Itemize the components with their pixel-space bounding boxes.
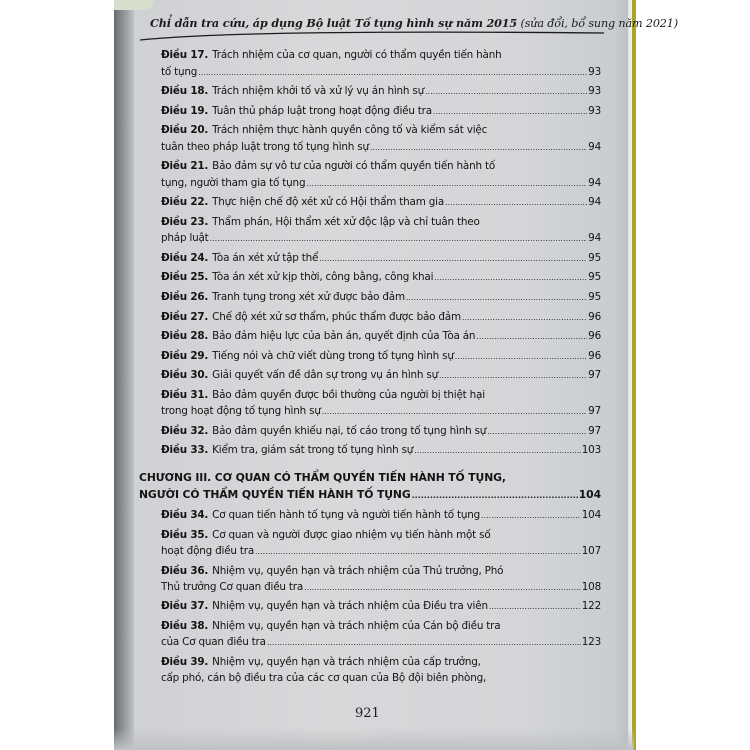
toc-entry[interactable] <box>161 289 601 305</box>
article-title: Thực hiện chế độ xét xử có Hội thẩm tham gia <box>212 196 444 209</box>
toc-entry-line <box>161 670 601 686</box>
page-gutter-shadow <box>114 0 134 750</box>
toc-entry[interactable] <box>161 250 601 266</box>
article-label: Điều 34. <box>161 508 209 521</box>
article-title: Tòa án xét xử kịp thời, công bằng, công khai <box>212 271 434 284</box>
table-of-contents <box>139 44 601 687</box>
article-page: 94 <box>588 140 601 153</box>
page-corner-tab <box>114 0 154 10</box>
leader-dots <box>412 486 578 505</box>
toc-entry[interactable] <box>161 158 601 191</box>
article-title: hoạt động điều tra <box>161 544 255 557</box>
toc-entry[interactable] <box>161 367 601 383</box>
toc-entry-line <box>161 387 601 403</box>
toc-entry-line <box>161 175 601 191</box>
toc-entry-line <box>161 64 601 80</box>
toc-entry-line <box>161 230 601 246</box>
article-title: Bảo đảm quyền được bồi thường của người bị thiệt hại <box>212 388 485 401</box>
article-page: 122 <box>581 600 601 613</box>
article-page: 93 <box>588 85 601 98</box>
toc-entry-line <box>161 543 601 559</box>
article-page: 94 <box>588 232 601 245</box>
toc-entry[interactable] <box>161 654 601 687</box>
toc-entry-line <box>161 618 601 634</box>
article-title: Tuân thủ pháp luật trong hoạt động điều tra <box>212 104 432 117</box>
leader-dots <box>445 194 587 211</box>
cover-edge <box>632 0 636 750</box>
article-title: Thủ trưởng Cơ quan điều tra <box>161 580 304 593</box>
article-title: Tiếng nói và chữ viết dùng trong tố tụng hình sự <box>212 349 454 362</box>
article-title: Nhiệm vụ, quyền hạn và trách nhiệm của Cán bộ điều tra <box>212 620 501 633</box>
toc-entry[interactable] <box>161 103 601 119</box>
article-title: Bảo đảm sự vô tư của người có thẩm quyền tiến hành tố <box>212 160 495 173</box>
article-page: 96 <box>588 349 601 362</box>
chapter-title: NGƯỜI CÓ THẨM QUYỀN TIẾN HÀNH TỐ TỤNG <box>139 488 411 502</box>
leader-dots <box>255 543 581 560</box>
header-swoosh-rule <box>138 30 608 42</box>
toc-entry[interactable] <box>161 47 601 80</box>
article-title: Nhiệm vụ, quyền hạn và trách nhiệm của Điều tra viên <box>212 600 488 613</box>
leader-dots <box>304 579 581 596</box>
leader-dots <box>322 403 587 420</box>
leader-dots <box>433 103 587 120</box>
toc-entry-line <box>161 367 601 383</box>
article-label: Điều 19. <box>161 104 209 117</box>
running-head <box>150 16 678 30</box>
toc-entry-line <box>161 309 601 325</box>
article-title: tuân theo pháp luật trong tố tụng hình sự <box>161 140 369 153</box>
article-label: Điều 36. <box>161 564 209 577</box>
toc-entry-line <box>161 139 601 155</box>
article-label: Điều 22. <box>161 196 209 209</box>
article-page: 97 <box>588 369 601 382</box>
leader-dots <box>198 64 587 81</box>
toc-entry-line <box>161 289 601 305</box>
toc-entry-line <box>161 579 601 595</box>
article-title: Bảo đảm hiệu lực của bản án, quyết định của Tòa án <box>212 330 476 343</box>
article-label: Điều 39. <box>161 656 209 669</box>
article-label: Điều 31. <box>161 388 209 401</box>
article-page: 108 <box>581 580 601 593</box>
chapter-line <box>139 469 601 487</box>
article-page: 96 <box>588 310 601 323</box>
article-page: 104 <box>581 508 601 521</box>
leader-dots <box>455 348 587 365</box>
running-head-suffix: (sửa đổi, bổ sung năm 2021) <box>517 17 678 30</box>
article-label: Điều 21. <box>161 160 209 173</box>
article-title: Giải quyết vấn đề dân sự trong vụ án hình sự <box>212 369 438 382</box>
toc-entry[interactable] <box>161 309 601 325</box>
toc-entry[interactable] <box>161 328 601 344</box>
toc-entry-line <box>161 403 601 419</box>
toc-entry-line <box>161 527 601 543</box>
article-title: cấp phó, cán bộ điều tra của các cơ quan của Bộ đội biên phòng, <box>161 672 487 685</box>
article-label: Điều 25. <box>161 271 209 284</box>
article-label: Điều 24. <box>161 251 209 264</box>
leader-dots <box>476 328 587 345</box>
article-page: 95 <box>588 290 601 303</box>
article-page: 93 <box>588 65 601 78</box>
toc-entry-line <box>161 194 601 210</box>
article-title: Kiểm tra, giám sát trong tố tụng hình sự <box>212 444 414 457</box>
toc-entry-line <box>161 158 601 174</box>
article-label: Điều 28. <box>161 330 209 343</box>
article-label: Điều 26. <box>161 290 209 303</box>
article-title: Chế độ xét xử sơ thẩm, phúc thẩm được bảo đảm <box>212 310 461 323</box>
article-title: Trách nhiệm khởi tố và xử lý vụ án hình sự <box>212 85 424 98</box>
article-page: 94 <box>588 196 601 209</box>
article-title: tụng, người tham gia tố tụng <box>161 176 306 189</box>
article-title: Trách nhiệm thực hành quyền công tố và kiểm sát việc <box>212 124 488 137</box>
article-label: Điều 35. <box>161 528 209 541</box>
article-title: Cơ quan tiến hành tố tụng và người tiến hành tố tụng <box>212 508 481 521</box>
toc-entry[interactable] <box>161 194 601 210</box>
leader-dots <box>489 598 581 615</box>
toc-entry-line <box>161 634 601 650</box>
toc-entry[interactable] <box>161 507 601 523</box>
article-title: Bảo đảm quyền khiếu nại, tố cáo trong tố tụng hình sự <box>212 424 487 437</box>
article-title: pháp luật <box>161 232 209 245</box>
article-label: Điều 18. <box>161 85 209 98</box>
leader-dots <box>439 367 587 384</box>
leader-dots <box>370 139 587 156</box>
article-page: 97 <box>588 424 601 437</box>
chapter-title: CHƯƠNG III. CƠ QUAN CÓ THẨM QUYỀN TIẾN HÀNH TỐ TỤNG, <box>139 470 506 484</box>
article-title: Nhiệm vụ, quyền hạn và trách nhiệm của cấp trưởng, <box>212 656 481 669</box>
leader-dots <box>210 230 588 247</box>
toc-entry[interactable] <box>161 563 601 596</box>
article-label: Điều 27. <box>161 310 209 323</box>
toc-entry-line <box>161 442 601 458</box>
toc-entry-line <box>161 507 601 523</box>
leader-dots <box>306 175 587 192</box>
toc-entry[interactable] <box>161 214 601 247</box>
leader-dots <box>406 289 587 306</box>
article-page: 96 <box>588 330 601 343</box>
toc-entry[interactable] <box>161 83 601 99</box>
toc-entry-line <box>161 122 601 138</box>
leader-dots <box>267 634 581 651</box>
chapter-line <box>139 486 601 504</box>
article-label: Điều 30. <box>161 369 209 382</box>
article-title: Nhiệm vụ, quyền hạn và trách nhiệm của Thủ trưởng, Phó <box>212 564 504 577</box>
toc-entry[interactable] <box>161 618 601 651</box>
article-page: 93 <box>588 104 601 117</box>
chapter-page: 104 <box>578 488 601 502</box>
toc-entry-line <box>161 47 601 63</box>
page-number: 921 <box>355 706 380 721</box>
toc-chapter-heading[interactable] <box>139 469 601 504</box>
article-title: trong hoạt động tố tụng hình sự <box>161 405 321 418</box>
toc-entry[interactable] <box>161 269 601 285</box>
article-label: Điều 23. <box>161 215 209 228</box>
toc-entry[interactable] <box>161 442 601 458</box>
article-page: 123 <box>581 636 601 649</box>
toc-entry-line <box>161 214 601 230</box>
article-title: Thẩm phán, Hội thẩm xét xử độc lập và chỉ tuân theo <box>212 215 480 228</box>
article-label: Điều 38. <box>161 620 209 633</box>
article-title: Tranh tụng trong xét xử được bảo đảm <box>212 290 405 303</box>
toc-entry[interactable] <box>161 122 601 155</box>
article-label: Điều 29. <box>161 349 209 362</box>
article-page: 103 <box>581 444 601 457</box>
leader-dots <box>425 83 587 100</box>
article-label: Điều 32. <box>161 424 209 437</box>
article-page: 97 <box>588 405 601 418</box>
article-page: 107 <box>581 544 601 557</box>
page-bottom-shadow <box>114 728 634 750</box>
article-label: Điều 33. <box>161 444 209 457</box>
toc-entry[interactable] <box>161 348 601 364</box>
toc-entry[interactable] <box>161 527 601 560</box>
leader-dots <box>462 309 587 326</box>
article-page: 94 <box>588 176 601 189</box>
toc-entry-line <box>161 423 601 439</box>
running-head-title: Chỉ dẫn tra cứu, áp dụng Bộ luật Tố tụng hình sự năm 2015 <box>150 16 518 30</box>
toc-entry-line <box>161 328 601 344</box>
toc-entry-line <box>161 598 601 614</box>
leader-dots <box>487 423 587 440</box>
article-title: Tòa án xét xử tập thể <box>212 251 319 264</box>
article-title: của Cơ quan điều tra <box>161 636 266 649</box>
article-title: Trách nhiệm của cơ quan, người có thẩm quyền tiến hành <box>212 49 502 62</box>
leader-dots <box>319 250 587 267</box>
article-label: Điều 37. <box>161 600 209 613</box>
article-label: Điều 17. <box>161 49 209 62</box>
article-page: 95 <box>588 271 601 284</box>
toc-entry[interactable] <box>161 423 601 439</box>
toc-entry-line <box>161 348 601 364</box>
article-title: Cơ quan và người được giao nhiệm vụ tiến hành một số <box>212 528 491 541</box>
article-label: Điều 20. <box>161 124 209 137</box>
leader-dots <box>434 269 587 286</box>
toc-entry[interactable] <box>161 598 601 614</box>
toc-entry-line <box>161 269 601 285</box>
toc-entry-line <box>161 654 601 670</box>
toc-entry[interactable] <box>161 387 601 420</box>
article-page: 95 <box>588 251 601 264</box>
article-title: tố tụng <box>161 65 198 78</box>
leader-dots <box>414 442 581 459</box>
toc-entry-line <box>161 563 601 579</box>
leader-dots <box>481 507 581 524</box>
toc-entry-line <box>161 250 601 266</box>
toc-entry-line <box>161 103 601 119</box>
toc-entry-line <box>161 83 601 99</box>
